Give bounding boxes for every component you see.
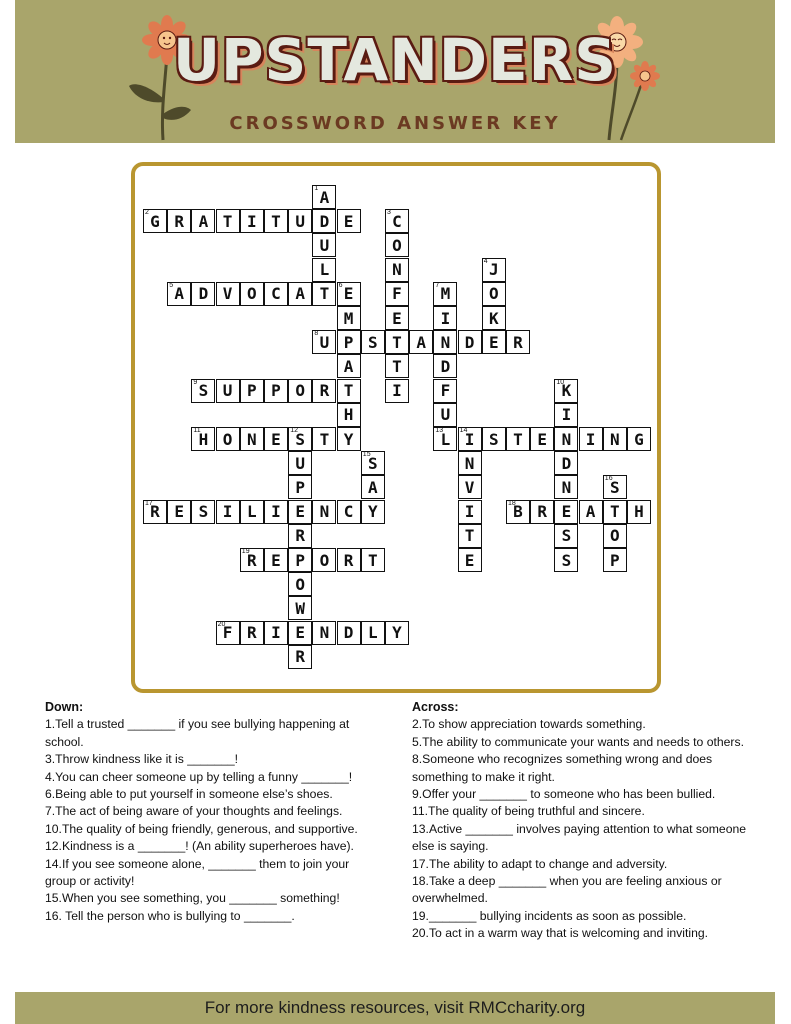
crossword-cell <box>312 209 336 233</box>
crossword-cell <box>603 548 627 572</box>
answer-letter: O <box>222 429 233 449</box>
answer-letter: K <box>488 308 499 328</box>
answer-letter: T <box>222 211 233 231</box>
crossword-cell <box>482 427 506 451</box>
crossword-cell <box>482 306 506 330</box>
crossword-cell <box>385 330 409 354</box>
clue-item: 11.The quality of being truthful and sincere. <box>412 804 645 819</box>
answer-letter: P <box>609 550 620 570</box>
answer-letter: T <box>367 550 378 570</box>
answer-letter: O <box>392 235 402 255</box>
crossword-cell <box>385 379 409 403</box>
answer-letter: P <box>246 381 257 401</box>
clue-item: 2.To show appreciation towards something. <box>412 717 646 732</box>
crossword-cell <box>458 475 482 499</box>
crossword-cell <box>361 500 385 524</box>
crossword-cell <box>264 209 288 233</box>
crossword-cell <box>264 500 288 524</box>
answer-letter: L <box>246 502 257 522</box>
crossword-cell <box>433 306 457 330</box>
answer-letter: S <box>488 429 499 449</box>
crossword-cell <box>167 282 191 306</box>
answer-letter: D <box>319 211 330 231</box>
answer-letter: K <box>561 381 572 401</box>
answer-letter: M <box>440 284 451 304</box>
answer-letter: I <box>271 623 281 643</box>
crossword-cell <box>288 451 312 475</box>
answer-letter: O <box>246 284 257 304</box>
crossword-cell <box>627 427 651 451</box>
crossword-cell <box>385 621 409 645</box>
across-clue-list <box>412 716 747 942</box>
answer-letter: B <box>513 502 523 522</box>
answer-letter: Y <box>392 623 402 643</box>
crossword-cell <box>554 427 578 451</box>
across-clues-heading: Across: <box>412 700 459 714</box>
clue-number: 16 <box>604 475 613 483</box>
crossword-cell <box>312 548 336 572</box>
answer-letter: I <box>585 429 596 449</box>
crossword-cell <box>312 282 336 306</box>
crossword-cell <box>385 209 409 233</box>
crossword-cell <box>191 209 215 233</box>
crossword-cell <box>337 403 361 427</box>
answer-letter: G <box>150 211 160 231</box>
crossword-cell <box>506 330 530 354</box>
crossword-cell <box>191 500 215 524</box>
crossword-cell <box>312 330 336 354</box>
crossword-cell <box>288 524 312 548</box>
answer-letter: U <box>295 453 305 473</box>
answer-letter: T <box>609 502 620 522</box>
clue-number: 1 <box>314 185 319 192</box>
crossword-cell <box>240 379 264 403</box>
answer-letter: T <box>513 429 523 449</box>
crossword-cell <box>216 621 240 645</box>
clue-item: 9.Offer your _______ to someone who has been bullied. <box>412 787 716 802</box>
answer-letter: C <box>271 284 281 304</box>
crossword-cell <box>337 209 361 233</box>
crossword-cell <box>433 427 457 451</box>
crossword-cell <box>433 379 457 403</box>
crossword-cell <box>603 524 627 548</box>
crossword-cell <box>216 282 240 306</box>
answer-letter: F <box>392 284 402 304</box>
crossword-cell <box>337 427 361 451</box>
crossword-cell <box>312 185 336 209</box>
crossword-cell <box>337 354 361 378</box>
answer-letter: D <box>561 453 572 473</box>
answer-letter: V <box>222 284 233 304</box>
answer-letter: R <box>319 381 330 401</box>
answer-letter: H <box>198 429 209 449</box>
answer-letter: E <box>271 550 281 570</box>
answer-letter: P <box>295 550 305 570</box>
crossword-cell <box>264 379 288 403</box>
answer-letter: I <box>271 502 281 522</box>
answer-letter: R <box>343 550 354 570</box>
clue-number: 4 <box>483 257 488 265</box>
crossword-cell <box>506 500 530 524</box>
crossword-cell <box>312 427 336 451</box>
answer-letter: G <box>634 429 644 449</box>
footer-banner <box>15 992 775 1024</box>
clue-item: 12.Kindness is a _______! (An ability superheroes have). <box>45 839 354 854</box>
crossword-cell <box>264 282 288 306</box>
crossword-cell <box>458 548 482 572</box>
answer-letter: R <box>537 502 547 522</box>
answer-letter: T <box>343 381 354 401</box>
answer-letter: E <box>392 308 402 328</box>
answer-letter: N <box>246 429 257 449</box>
header-banner <box>15 0 775 143</box>
answer-letter: C <box>392 211 402 231</box>
crossword-cell <box>506 427 530 451</box>
answer-letter: E <box>271 429 281 449</box>
answer-letter: J <box>488 260 499 280</box>
crossword-cell <box>288 500 312 524</box>
answer-letter: I <box>464 429 475 449</box>
crossword-cell <box>216 427 240 451</box>
crossword-grid <box>135 166 657 689</box>
crossword-cell <box>603 500 627 524</box>
crossword-cell <box>385 233 409 257</box>
crossword-cell <box>361 548 385 572</box>
crossword-cell <box>385 306 409 330</box>
answer-letter: Y <box>367 502 378 522</box>
answer-letter: O <box>295 381 305 401</box>
answer-letter: D <box>343 623 354 643</box>
crossword-cell <box>167 500 191 524</box>
crossword-cell <box>530 500 554 524</box>
answer-letter: N <box>319 623 330 643</box>
clue-number: 13 <box>435 427 444 434</box>
answer-letter: A <box>367 477 378 497</box>
answer-letter: N <box>561 429 572 449</box>
clue-item: 20.To act in a warm way that is welcoming and inviting. <box>412 926 709 941</box>
answer-letter: D <box>464 332 475 352</box>
crossword-cell <box>337 330 361 354</box>
answer-letter: S <box>367 453 378 473</box>
answer-letter: A <box>343 356 354 376</box>
answer-letter: E <box>488 332 499 352</box>
answer-letter: I <box>561 405 572 425</box>
answer-letter: S <box>367 332 378 352</box>
crossword-cell <box>603 475 627 499</box>
crossword-cell <box>288 572 312 596</box>
crossword-cell <box>554 379 578 403</box>
answer-letter: E <box>174 502 184 522</box>
crossword-cell <box>554 548 578 572</box>
answer-letter: P <box>271 381 281 401</box>
crossword-cell <box>433 282 457 306</box>
answer-letter: I <box>222 502 233 522</box>
crossword-cell <box>554 524 578 548</box>
clue-number: 9 <box>193 378 198 386</box>
answer-letter: S <box>561 526 572 546</box>
answer-letter: N <box>319 502 330 522</box>
crossword-cell <box>433 354 457 378</box>
answer-letter: E <box>295 502 305 522</box>
down-clue-list <box>45 716 380 925</box>
answer-letter: H <box>634 502 644 522</box>
crossword-cell <box>312 233 336 257</box>
answer-letter: L <box>440 429 451 449</box>
clue-number: 5 <box>169 281 174 289</box>
crossword-cell <box>288 379 312 403</box>
answer-letter: U <box>319 235 330 255</box>
clue-item: 4.You can cheer someone up by telling a funny _______! <box>45 769 353 784</box>
crossword-cell <box>312 258 336 282</box>
crossword-cell <box>312 379 336 403</box>
crossword-cell <box>240 500 264 524</box>
answer-letter: A <box>319 187 330 207</box>
crossword-cell <box>482 282 506 306</box>
answer-letter: H <box>343 405 354 425</box>
answer-letter: T <box>319 284 330 304</box>
crossword-cell <box>458 330 482 354</box>
answer-letter: E <box>343 211 354 231</box>
clue-number: 12 <box>290 427 298 434</box>
answer-letter: D <box>198 284 209 304</box>
answer-letter: U <box>222 381 233 401</box>
down-clues-heading: Down: <box>45 700 84 714</box>
crossword-cell <box>216 209 240 233</box>
crossword-cell <box>191 427 215 451</box>
crossword-cell <box>385 258 409 282</box>
crossword-cell <box>264 427 288 451</box>
answer-letter: T <box>464 526 475 546</box>
answer-letter: O <box>319 550 330 570</box>
crossword-cell <box>554 451 578 475</box>
crossword-cell <box>288 475 312 499</box>
answer-letter: F <box>222 623 233 643</box>
answer-letter: U <box>440 405 451 425</box>
crossword-cell <box>361 475 385 499</box>
clue-item: 7.The act of being aware of your thoughts and feelings. <box>45 804 343 819</box>
clue-item: 10.The quality of being friendly, generous, and supportive. <box>45 821 358 836</box>
answer-letter: V <box>464 477 475 497</box>
answer-letter: L <box>319 260 330 280</box>
crossword-cell <box>458 500 482 524</box>
clue-number: 14 <box>459 427 468 434</box>
crossword-cell <box>530 427 554 451</box>
answer-letter: E <box>343 284 354 304</box>
answer-letter: Y <box>343 429 354 449</box>
clue-item: 13.Active _______ involves paying attention to what someone else is saying. <box>412 821 747 854</box>
crossword-cell <box>579 427 603 451</box>
answer-letter: E <box>537 429 547 449</box>
answer-letter: N <box>561 477 572 497</box>
answer-letter: O <box>609 526 620 546</box>
crossword-cell <box>167 209 191 233</box>
clue-number: 7 <box>435 281 440 289</box>
answer-letter: A <box>198 211 209 231</box>
answer-letter: S <box>198 381 209 401</box>
crossword-cell <box>337 306 361 330</box>
crossword-cell <box>409 330 433 354</box>
crossword-cell <box>458 427 482 451</box>
crossword-cell <box>288 427 312 451</box>
answer-letter: I <box>246 211 257 231</box>
clue-number: 18 <box>508 499 516 507</box>
crossword-cell <box>264 548 288 572</box>
crossword-cell <box>288 621 312 645</box>
answer-letter: I <box>440 308 451 328</box>
crossword-cell <box>288 596 312 620</box>
crossword-cell <box>554 403 578 427</box>
clue-item: 8.Someone who recognizes something wrong and does something to make it right. <box>412 752 713 784</box>
answer-letter: P <box>343 332 354 352</box>
answer-letter: R <box>246 623 257 643</box>
answer-letter: T <box>319 429 330 449</box>
crossword-cell <box>288 209 312 233</box>
answer-letter: N <box>392 260 402 280</box>
answer-letter: E <box>464 550 475 570</box>
crossword-cell <box>240 209 264 233</box>
crossword-frame <box>131 162 661 693</box>
crossword-cell <box>240 621 264 645</box>
answer-letter: S <box>609 477 620 497</box>
crossword-cell <box>337 500 361 524</box>
clue-item: 15.When you see something, you _______ something! <box>45 891 340 906</box>
page-title: UPSTANDERS <box>172 26 618 94</box>
crossword-cell <box>433 403 457 427</box>
answer-letter: C <box>343 502 354 522</box>
answer-letter: A <box>295 284 305 304</box>
answer-letter: T <box>392 356 402 376</box>
across-clues <box>412 699 747 943</box>
crossword-cell <box>482 330 506 354</box>
answer-letter: U <box>295 211 305 231</box>
answer-letter: T <box>271 211 281 231</box>
crossword-cell <box>288 645 312 669</box>
clue-item: 1.Tell a trusted _______ if you see bullying happening at school. <box>45 717 350 749</box>
clue-item: 16. Tell the person who is bullying to _______. <box>45 908 295 923</box>
crossword-cell <box>482 258 506 282</box>
answer-letter: N <box>609 429 620 449</box>
clue-number: 3 <box>387 209 391 217</box>
clue-item: 6.Being able to put yourself in someone else’s shoes. <box>45 787 333 802</box>
crossword-cell <box>312 500 336 524</box>
answer-letter: S <box>198 502 209 522</box>
answer-letter: R <box>295 526 305 546</box>
crossword-cell <box>458 451 482 475</box>
answer-letter: U <box>319 332 330 352</box>
answer-letter: R <box>513 332 523 352</box>
clue-number: 6 <box>338 281 343 289</box>
crossword-cell <box>554 475 578 499</box>
clue-item: 3.Throw kindness like it is _______! <box>45 752 239 767</box>
answer-letter: S <box>561 550 572 570</box>
crossword-cell <box>288 548 312 572</box>
crossword-cell <box>216 379 240 403</box>
crossword-cell <box>240 427 264 451</box>
crossword-cell <box>361 621 385 645</box>
answer-letter: O <box>488 284 499 304</box>
crossword-cell <box>385 354 409 378</box>
crossword-cell <box>264 621 288 645</box>
crossword-cell <box>554 500 578 524</box>
answer-letter: E <box>561 502 572 522</box>
crossword-cell <box>143 209 167 233</box>
page-subtitle: CROSSWORD ANSWER KEY <box>229 113 561 134</box>
answer-letter: R <box>174 211 184 231</box>
clue-number: 15 <box>362 451 371 459</box>
footer-text: For more kindness resources, visit RMCcharity.org <box>204 998 586 1017</box>
answer-letter: I <box>392 381 402 401</box>
clue-number: 10 <box>556 378 565 386</box>
clue-item: 17.The ability to adapt to change and adversity. <box>412 856 668 871</box>
crossword-cell <box>240 548 264 572</box>
crossword-cell <box>337 282 361 306</box>
crossword-cell <box>627 500 651 524</box>
crossword-cell <box>191 282 215 306</box>
crossword-cell <box>385 282 409 306</box>
answer-letter: W <box>295 598 305 618</box>
crossword-cell <box>337 379 361 403</box>
answer-letter: M <box>343 308 354 328</box>
crossword-cell <box>191 379 215 403</box>
answer-letter: N <box>464 453 475 473</box>
answer-letter: E <box>295 623 305 643</box>
answer-letter: P <box>295 477 305 497</box>
crossword-cell <box>337 548 361 572</box>
clue-number: 2 <box>145 209 149 217</box>
answer-letter: R <box>246 550 257 570</box>
crossword-cell <box>216 500 240 524</box>
crossword-cell <box>143 500 167 524</box>
crossword-cell <box>361 451 385 475</box>
clue-number: 11 <box>193 427 201 434</box>
clue-item: 5.The ability to communicate your wants and needs to others. <box>412 734 744 749</box>
clue-number: 17 <box>145 499 153 507</box>
crossword-cell <box>312 621 336 645</box>
answer-letter: A <box>585 502 596 522</box>
clue-number: 19 <box>241 548 250 555</box>
answer-letter: S <box>295 429 305 449</box>
crossword-cell <box>579 500 603 524</box>
clue-number: 20 <box>217 620 226 628</box>
crossword-cell <box>361 330 385 354</box>
answer-letter: O <box>295 574 305 594</box>
answer-letter: A <box>416 332 426 352</box>
answer-letter: D <box>440 356 451 376</box>
crossword-cell <box>458 524 482 548</box>
answer-letter: A <box>174 284 184 304</box>
answer-letter: L <box>367 623 378 643</box>
down-clues <box>45 699 380 925</box>
answer-letter: F <box>440 381 451 401</box>
crossword-cell <box>603 427 627 451</box>
crossword-cell <box>240 282 264 306</box>
crossword-cell <box>337 621 361 645</box>
answer-letter: R <box>150 502 160 522</box>
clue-number: 8 <box>314 330 319 338</box>
clue-item: 14.If you see someone alone, _______ them to join your group or activity! <box>45 856 350 889</box>
answer-letter: N <box>440 332 451 352</box>
answer-letter: R <box>295 647 305 667</box>
answer-letter: T <box>392 332 402 352</box>
crossword-cell <box>288 282 312 306</box>
clue-item: 18.Take a deep _______ when you are feeling anxious or overwhelmed. <box>412 874 722 906</box>
answer-letter: I <box>464 502 475 522</box>
clue-item: 19._______ bullying incidents as soon as possible. <box>412 908 687 923</box>
crossword-cell <box>433 330 457 354</box>
